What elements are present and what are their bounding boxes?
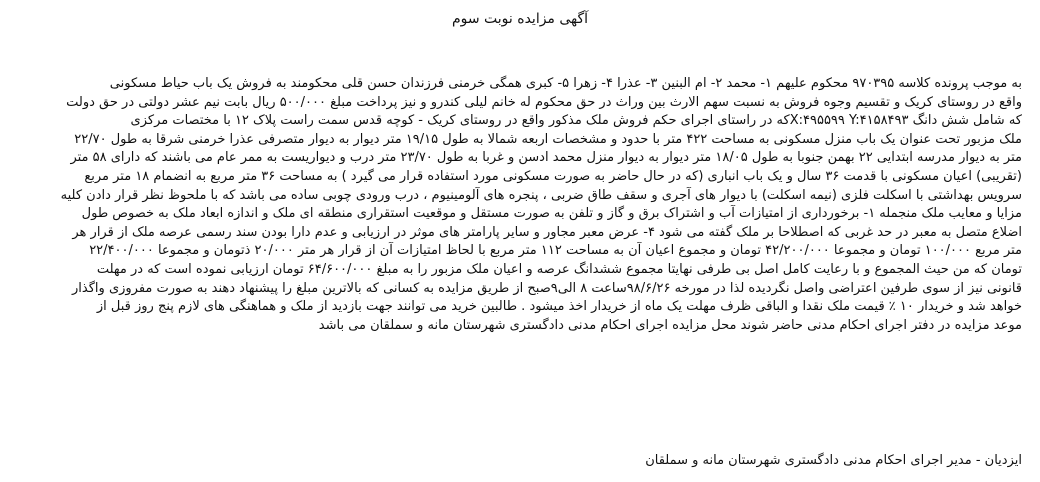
signature-line: ایزدیان - مدیر اجرای احکام مدنی دادگستری شهرستان مانه و سملقان <box>645 453 1022 468</box>
body-line: (تقریبی) اعیان مسکونی با قدمت ۳۶ سال و یک باب انباری (که در حال حاضر به صورت مسکونی مورد استفاده قرار می گیرد ) به مساحت ۳۶ متر مربع به انضمام ۱۸ متر مربع <box>84 168 1022 184</box>
document-body <box>20 75 1022 335</box>
body-line: به موجب پرونده کلاسه ۹۷۰۳۹۵ محکوم علیهم ۱- محمد ۲- ام البنین ۳- عذرا ۴- زهرا ۵- کبری همگی خرمنی فرزندان حسن قلی محکومند به فروش یک باب حیاط مسکونی <box>109 76 1022 91</box>
body-line: متر مربع ۱۰۰/۰۰۰ تومان و مجموعا ۴۲/۲۰۰/۰۰۰ تومان و مجموع اعیان آن به مساحت ۱۱۲ متر مربع با لحاظ امتیازات آن از قرار هر متر ۲۰/۰۰۰ ذتومان و مجموعا ۲۲/۴۰۰/۰۰۰ <box>89 243 1022 259</box>
body-line: قانونی نیز از سوی طرفین اعتراضی واصل نگردیده لذا در مورخه ۹۸/۶/۲۶ساعت ۸ الی۹صبح از طریق مزایده به کسانی که بالاترین مبلغ را پیشنهاد دهند به صورت مفروزی واگذار <box>72 280 1022 296</box>
body-line: تومان که من حیث المجموع و با رعایت کامل اصل بی طرفی نهایتا مجموع ششدانگ عرصه و اعیان ملک مزبور را به مبلغ ۶۴/۶۰۰/۰۰۰ تومان ارزیابی نموده است که در مهلت <box>96 261 1022 277</box>
body-line: واقع در روستای کریک و تقسیم وجوه فروش به نسبت سهم الارث بین وراث در حق محکوم له خانم لیلی کندرو و نیز پرداخت مبلغ ۵۰۰/۰۰۰ ریال بابت نیم عشر دولتی در حق دولت <box>66 94 1022 110</box>
body-line: که شامل شش دانگ X:۴۹۵۵۹۹ Y:۴۱۵۸۴۹۳که در راستای اجرای حکم فروش ملک مذکور واقع در روستای کریک - کوچه قدس سمت راست پلاک ۱۲ با مختصات مرکزی <box>130 113 1022 129</box>
body-line: اضلاع متصل به معبر در حد غربی که اصطلاحا بر ملک گفته می شود ۴- عرض معبر مجاور و سایر پارامتر های موثر در ارزیابی و عدم دارا بودن سند رسمی عرصه ملک از قرار هر <box>72 224 1022 240</box>
body-line: موعد مزایده در دفتر اجرای احکام مدنی حاضر شوند محل مزایده اجرای احکام مدنی دادگستری شهرستان مانه و سملقان می باشد <box>318 317 1022 333</box>
body-line: خواهد شد و خریدار ۱۰ ٪ قیمت ملک نقدا و الباقی ظرف مهلت یک ماه از خریدار اخذ میشود . طالبین خرید می توانند جهت بازدید از ملک و هماهنگی های لازم پنج روز قبل از <box>96 299 1022 315</box>
body-line: متر به دیوار مدرسه ابتدایی ۲۲ بهمن جنوبا به طول ۱۸/۰۵ متر دیوار به دیوار منزل محمد ادسن و غربا به طول ۲۳/۷۰ متر درب و دیواریست به ممر عام می باشند که دارای ۵۸ متر <box>70 150 1022 166</box>
body-line: مزایا و معایب ملک منجمله ۱- برخورداری از امتیازات آب و اشتراک برق و گاز و تلفن به صورت مستقل و موقعیت استقراری منطقه ای ملک و اندازه ابعاد ملک به خصوص طول <box>81 206 1022 222</box>
document-title: آگهی مزایده نوبت سوم <box>451 11 589 27</box>
body-line: ملک مزبور تحت عنوان یک باب منزل مسکونی به مساحت ۴۲۲ متر با حدود و مشخصات اربعه شمالا به طول ۱۹/۱۵ متر دیوار به دیوار متصرفی عذرا خرمنی شرقا به طول ۲۲/۷۰ <box>74 131 1022 147</box>
body-line: سرویس بهداشتی با اسکلت فلزی (نیمه اسکلت) با دیوار های آجری و سقف طاق ضربی ، پنجره های آلومینیوم ، درب ورودی چوبی ساده می باشد که با ملحوظ نظر قرار دادن کلیه <box>60 187 1022 203</box>
